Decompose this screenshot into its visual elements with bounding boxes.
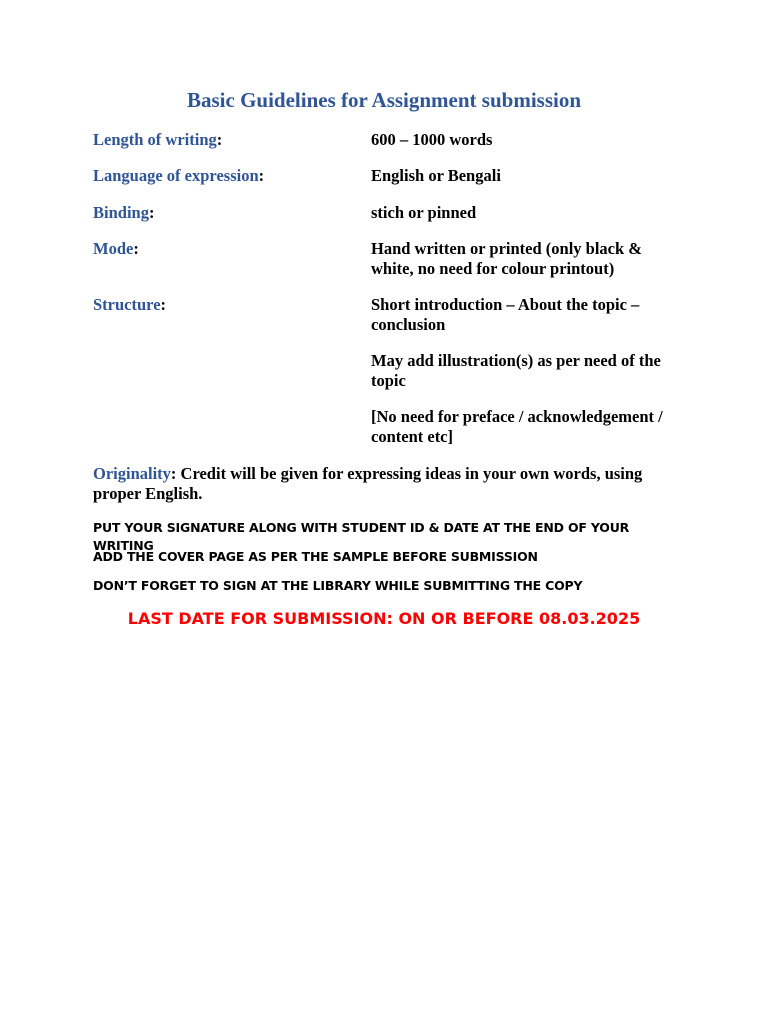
guideline-value: Hand written or printed (only black & white, no need for colour printout) bbox=[371, 239, 643, 278]
instruction-library-sign: DON’T FORGET TO SIGN AT THE LIBRARY WHILE SUBMITTING THE COPY bbox=[93, 578, 583, 593]
document-title: Basic Guidelines for Assignment submission bbox=[186, 88, 582, 112]
instruction-cover-page: ADD THE COVER PAGE AS PER THE SAMPLE BEFORE SUBMISSION bbox=[93, 549, 538, 564]
guideline-value: 600 – 1000 words bbox=[371, 130, 493, 149]
guideline-key: Length of writing bbox=[93, 130, 217, 149]
instruction-signature: PUT YOUR SIGNATURE ALONG WITH STUDENT ID & DATE AT THE END OF YOUR WRITING bbox=[93, 520, 630, 553]
guideline-label: Structure: bbox=[93, 295, 167, 314]
guideline-value: English or Bengali bbox=[371, 166, 501, 185]
guideline-key: Mode bbox=[93, 239, 134, 258]
guideline-label: Language of expression: bbox=[93, 166, 265, 185]
structure-note: [No need for preface / acknowledgement / content etc] bbox=[371, 407, 663, 446]
guideline-value: Short introduction – About the topic – conclusion bbox=[371, 295, 640, 334]
guideline-key: Binding bbox=[93, 203, 149, 222]
guideline-label: Binding: bbox=[93, 203, 155, 222]
guideline-key: Language of expression bbox=[93, 166, 259, 185]
guideline-value: stich or pinned bbox=[371, 203, 477, 222]
structure-note: May add illustration(s) as per need of the topic bbox=[371, 351, 661, 390]
submission-deadline: LAST DATE FOR SUBMISSION: ON OR BEFORE 08.03.2025 bbox=[127, 609, 641, 628]
guideline-label: Mode: bbox=[93, 239, 139, 258]
originality-label: Originality bbox=[93, 464, 171, 483]
guideline-label: Length of writing: bbox=[93, 130, 223, 149]
originality-paragraph: Originality: Credit will be given for expressing ideas in your own words, using proper English. bbox=[93, 464, 643, 503]
guideline-key: Structure bbox=[93, 295, 161, 314]
originality-text: Credit will be given for expressing ideas in your own words, using proper English. bbox=[93, 464, 643, 503]
